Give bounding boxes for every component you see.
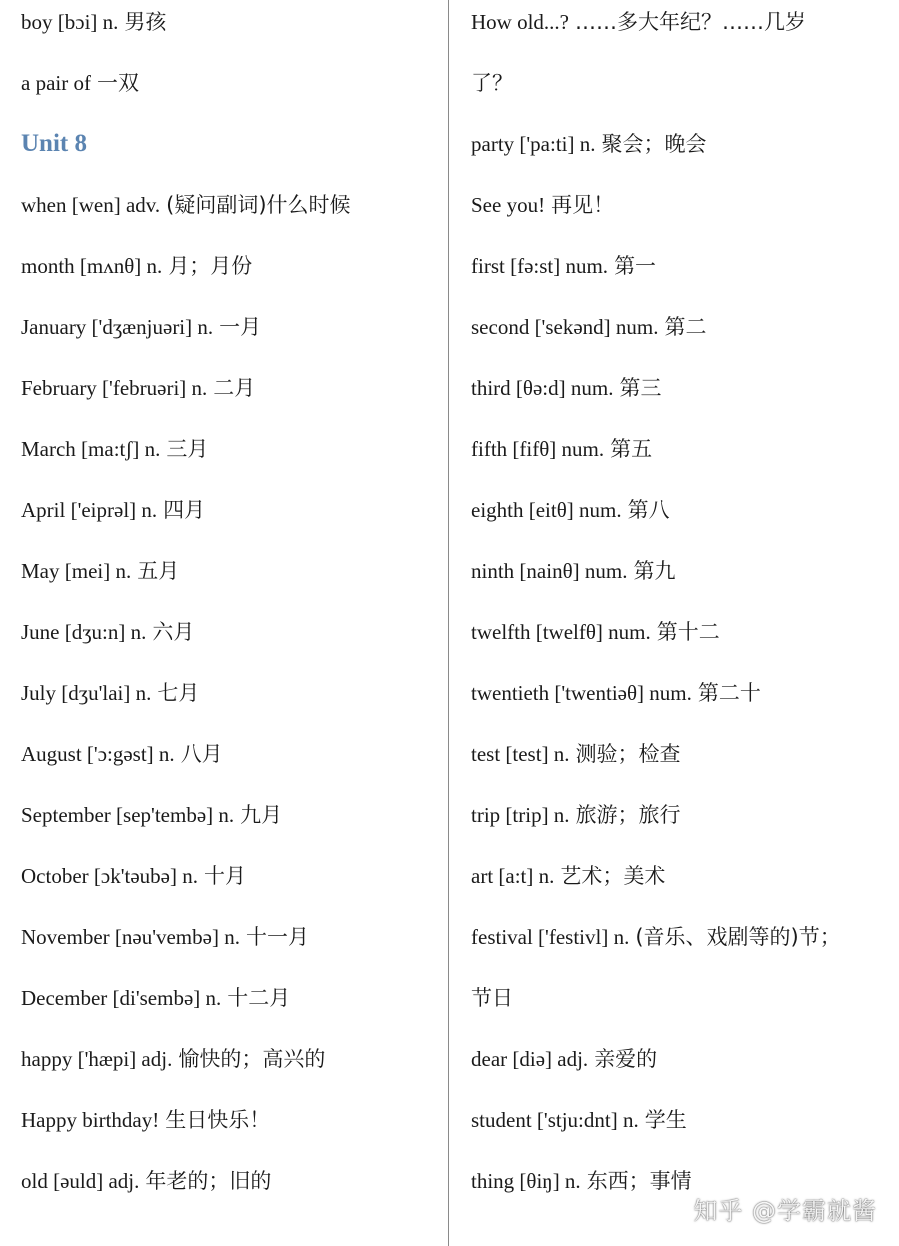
vocab-word: November [nəu'vembə] n. — [21, 925, 240, 949]
vocab-meaning: 六月 — [152, 620, 195, 644]
vocab-entry — [471, 1161, 692, 1201]
vocab-entry — [21, 917, 309, 957]
vocab-word: old [əuld] adj. — [21, 1169, 140, 1193]
vocab-meaning: 亲爱的 — [594, 1047, 658, 1071]
vocab-word: How old...? — [471, 10, 569, 34]
vocab-entry — [471, 795, 681, 835]
vocab-entry — [21, 246, 252, 286]
vocab-meaning: 第一 — [614, 254, 657, 278]
left-column — [21, 0, 441, 1246]
vocab-meaning: 七月 — [157, 681, 200, 705]
right-column — [471, 0, 891, 1246]
vocab-meaning: 八月 — [180, 742, 223, 766]
vocab-meaning: 第二 — [664, 315, 707, 339]
vocab-entry — [21, 307, 261, 347]
vocab-word: month [mʌnθ] n. — [21, 254, 163, 278]
vocab-meaning: 男孩 — [124, 10, 167, 34]
vocab-word: student ['stju:dnt] n. — [471, 1108, 639, 1132]
vocab-entry — [21, 63, 139, 103]
vocab-entry — [471, 429, 652, 469]
vocab-word: happy ['hæpi] adj. — [21, 1047, 173, 1071]
vocab-word: second ['sekənd] num. — [471, 315, 659, 339]
vocab-meaning: 第三 — [619, 376, 662, 400]
vocab-meaning: 测验；检查 — [575, 742, 681, 766]
vocab-word: January ['dʒænjuəri] n. — [21, 315, 214, 339]
vocab-word: thing [θiŋ] n. — [471, 1169, 581, 1193]
vocab-word: twelfth [twelfθ] num. — [471, 620, 651, 644]
vocab-word: dear [diə] adj. — [471, 1047, 589, 1071]
vocab-entry — [21, 1161, 271, 1201]
unit-heading — [21, 124, 87, 164]
vocab-meaning: 第十二 — [656, 620, 720, 644]
vocab-entry — [21, 490, 205, 530]
vocab-meaning: 十二月 — [227, 986, 291, 1010]
vocab-meaning: 第九 — [633, 559, 676, 583]
vocab-entry — [21, 612, 194, 652]
vocab-entry — [21, 368, 255, 408]
vocab-entry — [471, 246, 656, 286]
vocab-meaning: 一月 — [219, 315, 262, 339]
vocab-meaning: 十月 — [203, 864, 246, 888]
vocab-entry — [471, 856, 665, 896]
vocab-entry — [21, 1039, 325, 1079]
vocab-entry — [471, 124, 707, 164]
vocab-meaning: 年老的；旧的 — [145, 1169, 272, 1193]
vocab-meaning: 九月 — [240, 803, 283, 827]
vocab-meaning: 生日快乐！ — [165, 1108, 271, 1132]
vocab-meaning: 东西；事情 — [586, 1169, 692, 1193]
column-divider — [448, 0, 449, 1246]
vocab-meaning: 一双 — [96, 71, 139, 95]
vocab-word: February ['februəri] n. — [21, 376, 208, 400]
vocab-meaning: 愉快的；高兴的 — [178, 1047, 326, 1071]
vocab-word: ninth [nainθ] num. — [471, 559, 628, 583]
vocab-word: boy [bɔi] n. — [21, 10, 119, 34]
vocab-entry — [21, 734, 223, 774]
vocab-entry — [21, 673, 199, 713]
vocab-entry — [21, 856, 246, 896]
vocab-entry — [471, 551, 675, 591]
vocab-word: a pair of — [21, 71, 91, 95]
vocab-entry — [471, 368, 661, 408]
vocab-word: July [dʒu'lai] n. — [21, 681, 152, 705]
vocab-word: festival ['festivl] n. — [471, 925, 630, 949]
vocab-entry — [471, 673, 761, 713]
vocab-word: October [ɔk'təubə] n. — [21, 864, 198, 888]
vocab-entry — [471, 612, 720, 652]
vocab-word: August ['ɔ:gəst] n. — [21, 742, 175, 766]
vocab-meaning: 聚会；晚会 — [601, 132, 707, 156]
vocab-word: April ['eiprəl] n. — [21, 498, 158, 522]
watermark: 知乎 @学霸就酱 — [693, 1197, 877, 1225]
vocab-word: art [a:t] n. — [471, 864, 555, 888]
vocab-word: March [ma:tʃ] n. — [21, 437, 161, 461]
vocab-entry — [471, 63, 513, 103]
vocab-entry — [471, 307, 706, 347]
vocab-meaning: (音乐、戏剧等的)节； — [635, 925, 841, 949]
vocab-meaning: 旅游；旅行 — [575, 803, 681, 827]
vocab-entry — [21, 795, 282, 835]
vocab-word: fifth [fifθ] num. — [471, 437, 605, 461]
vocab-word: third [θə:d] num. — [471, 376, 614, 400]
vocab-word: September [sep'tembə] n. — [21, 803, 235, 827]
vocab-word: test [test] n. — [471, 742, 570, 766]
vocab-entry — [471, 2, 806, 42]
vocab-meaning: 五月 — [137, 559, 180, 583]
vocab-word: May [mei] n. — [21, 559, 132, 583]
vocab-entry — [21, 1100, 270, 1140]
vocab-word: See you! — [471, 193, 546, 217]
vocab-entry — [471, 185, 614, 225]
vocab-entry — [471, 490, 670, 530]
vocab-entry — [21, 551, 179, 591]
vocab-meaning: 四月 — [163, 498, 206, 522]
vocab-word: party ['pa:ti] n. — [471, 132, 596, 156]
vocab-meaning: ……多大年纪？……几岁 — [575, 10, 806, 34]
vocab-entry — [471, 1100, 687, 1140]
vocab-entry — [21, 978, 290, 1018]
vocab-entry — [471, 917, 841, 957]
vocab-word: Happy birthday! — [21, 1108, 160, 1132]
vocab-meaning: 十一月 — [245, 925, 309, 949]
vocab-meaning: (疑问副词)什么时候 — [166, 193, 351, 217]
vocab-word: when [wen] adv. — [21, 193, 161, 217]
vocab-entry — [471, 734, 681, 774]
unit-heading-text: Unit 8 — [21, 130, 87, 157]
vocab-meaning: 第八 — [627, 498, 670, 522]
vocab-entry — [471, 978, 513, 1018]
vocab-entry — [471, 1039, 657, 1079]
vocab-meaning: 艺术；美术 — [560, 864, 666, 888]
vocab-entry — [21, 185, 351, 225]
vocab-meaning: 了？ — [471, 71, 513, 95]
vocab-meaning: 月；月份 — [168, 254, 253, 278]
vocab-meaning: 再见！ — [551, 193, 615, 217]
vocab-meaning: 第二十 — [697, 681, 761, 705]
vocab-word: trip [trip] n. — [471, 803, 570, 827]
vocab-meaning: 二月 — [213, 376, 256, 400]
vocab-word: first [fə:st] num. — [471, 254, 609, 278]
vocab-entry — [21, 429, 208, 469]
vocab-meaning: 节日 — [471, 986, 513, 1010]
vocab-meaning: 第五 — [610, 437, 653, 461]
vocab-word: eighth [eitθ] num. — [471, 498, 622, 522]
vocab-word: December [di'sembə] n. — [21, 986, 222, 1010]
vocab-word: June [dʒu:n] n. — [21, 620, 147, 644]
vocab-meaning: 三月 — [166, 437, 209, 461]
vocab-entry — [21, 2, 166, 42]
vocab-meaning: 学生 — [644, 1108, 687, 1132]
vocab-word: twentieth ['twentiəθ] num. — [471, 681, 692, 705]
